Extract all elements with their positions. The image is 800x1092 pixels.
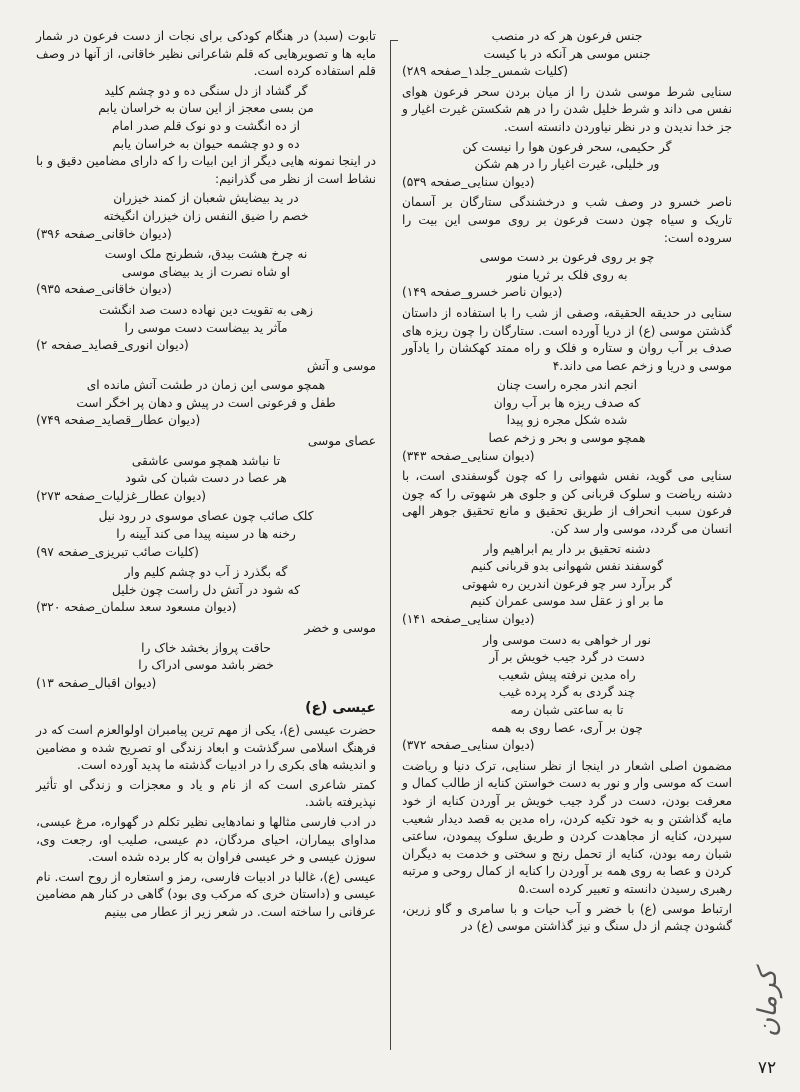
paragraph: در اینجا نمونه هایی دیگر از این ابیات را که دارای مضامین دقیق و با نشاط است از نظر می گذرانیم: bbox=[36, 154, 376, 186]
verse-line: هر عصا در دست شبان کی شود bbox=[125, 471, 287, 486]
verse-line: انجم اندر مجره راست چنان bbox=[496, 378, 638, 393]
verse-line: زهی به تقویت دین نهاده دست صد انگشت bbox=[98, 302, 314, 317]
paragraph: سنایی در حدیقه الحقیقه، وصفی از شب را با استفاده از داستان گذشتن موسی (ع) از دریا آورده است. ستارگان را چون ریزه های صدف بر آب روان و ستاره و فلک و راه ممتد کهکشان را یادآور موسی و دریا و زخم عصا می داند.۴ bbox=[402, 305, 732, 373]
verse-line: ده و دو چشمه حیوان به خراسان یابم bbox=[112, 136, 300, 151]
source-citation: (دیوان اقبال_صفحه ۱۳) bbox=[36, 675, 157, 690]
verse-line: ما بر او ز عقل سد موسی عمران کنیم bbox=[470, 594, 664, 609]
paragraph: در ادب فارسی مثالها و نمادهایی نظیر تکلم در گهواره، مرغ عیسی، مداوای بیماران، احیای مردگان، دم عیسی، صلیب او، رجعت وی، سوزن عیسی و خر عیسی فراوان به کار برده شده است. bbox=[36, 814, 376, 865]
section-heading: عیسی (ع) bbox=[305, 700, 376, 717]
source-citation: (دیوان انوری_قصاید_صفحه ۲) bbox=[36, 338, 189, 353]
verse-line: گه بگذرد ز آب دو چشم کلیم وار bbox=[124, 565, 288, 580]
source-citation: (دیوان سنایی_صفحه ۳۴۳) bbox=[402, 448, 535, 463]
verse-line: نه چرخ هشت بیدق، شطرنج ملک اوست bbox=[104, 247, 308, 262]
verse-line: گر گشاد از دل سنگی ده و دو چشم کلید bbox=[104, 83, 308, 98]
verse-line: تا به ساعتی شبان رمه bbox=[510, 702, 624, 717]
verse-line: چند گردی به گرد پرده غیب bbox=[498, 685, 636, 700]
verse-line: که صدف ریزه ها بر آب روان bbox=[493, 395, 641, 410]
verse-line: از ده انگشت و دو نوک قلم صدر امام bbox=[112, 118, 300, 133]
verse-line: همچو موسی و بحر و زخم عصا bbox=[488, 431, 646, 446]
verse-line: مآثر ید بیضاست دست موسی را bbox=[124, 320, 288, 335]
verse-line: دست در گرد جیب خویش بر آر bbox=[489, 650, 645, 665]
column-rule-cap bbox=[390, 40, 398, 41]
verse-line: رخنه ها در سینه پیدا می کند آیینه را bbox=[116, 527, 296, 542]
verse-line: جنس فرعون هر که در منصب bbox=[491, 29, 643, 43]
kerman-logo: کرمان bbox=[753, 969, 783, 1037]
source-citation: (دیوان سنایی_صفحه ۳۷۲) bbox=[402, 738, 535, 753]
source-citation: (دیوان سنایی_صفحه ۱۴۱) bbox=[402, 612, 535, 626]
column-divider bbox=[390, 40, 391, 1050]
verse-line: خصم را ضیق النفس زان خیزران انگیخته bbox=[103, 208, 309, 223]
source-citation: (دیوان خاقانی_صفحه ۹۳۵) bbox=[36, 282, 172, 297]
source-citation: (دیوان عطار_قصاید_صفحه ۷۴۹) bbox=[36, 413, 201, 428]
verse-line: به روی فلک بر ثریا منور bbox=[506, 267, 628, 282]
verse-line: کلک صائب چون عصای موسوی در رود نیل bbox=[98, 509, 314, 524]
source-citation: (دیوان خاقانی_صفحه ۳۹۶) bbox=[36, 226, 172, 241]
verse-line: طفل و فرعونی است در پیش و دهان پر اخگر است bbox=[76, 395, 336, 410]
verse-line: او شاه نصرت از ید بیضای موسی bbox=[121, 264, 291, 279]
source-citation: (دیوان سنایی_صفحه ۵۳۹) bbox=[402, 174, 535, 189]
paragraph: مضمون اصلی اشعار در اینجا از نظر سنایی، ترک دنیا و ریاضت است که موسی وار و نور به دست خواستن کنایه از طالب کمال و معرفت بودن، دست در گرد جیب خویش بر آوردن کنایه از خود مایه گذاشتن و به خود تکیه کردن، راه مدین به قصد دیدار شعیب سپردن، کنایه از مجاهدت کردن و طریق سلوک پیمودن، ساعتی شبان رمه بودن، کنایه از تحمل رنج و سختی و خدمت به دیگران کردن و عصا به روی همه بر آوردن را کنایه از کمال روحی و مرتبه رهبری رسیدن دانسته و تعبیر کرده است.۵ bbox=[402, 758, 732, 896]
paragraph: تابوت (سبد) در هنگام کودکی برای نجات از دست فرعون در شمار مایه ها و تصویرهایی که قلم شاعرانی نظیر خاقانی، از آنها در وصف قلم استفاده کرده است. bbox=[36, 29, 376, 79]
paragraph: عصای موسی bbox=[307, 434, 376, 449]
paragraph: موسی و آتش bbox=[306, 358, 376, 373]
paragraph: عیسی (ع)، غالبا در ادبیات فارسی، رمز و استعاره از روح است. نام عیسی و (داستان خری که مرکب وی بود) گاهی در کنار هم مضامین عرفانی را ساخته است. در شعر زیر از عطار می بینیم bbox=[36, 869, 376, 919]
verse-line: شده شکل مجره زو پیدا bbox=[506, 413, 628, 428]
verse-line: همچو موسی این زمان در طشت آتش مانده ای bbox=[86, 378, 326, 393]
verse-line: نور ار خواهی به دست موسی وار bbox=[483, 632, 651, 647]
verse-line: که شود در آتش دل راست چون خلیل bbox=[111, 582, 300, 597]
verse-line: حاقت پرواز بخشد خاک را bbox=[141, 640, 271, 655]
paragraph: ارتباط موسی (ع) با خضر و آب حیات و با سامری و گاو زرین، گشودن چشم از دل سنگ و نیز گذاشتن موسی (ع) در bbox=[402, 901, 732, 934]
paragraph: کمتر شاعری است که از نام و یاد و معجزات و زندگی او تأثیر نپذیرفته باشد. bbox=[36, 777, 376, 810]
verse-line: چو بر روی فرعون بر دست موسی bbox=[479, 250, 655, 265]
verse-line: راه مدین نرفته پیش شعیب bbox=[498, 667, 636, 682]
paragraph: حضرت عیسی (ع)، یکی از مهم ترین پیامبران اولوالعزم است که در فرهنگ اسلامی سرگذشت و ابعاد زندگی او تصریح شده و مضامین و اندیشه های بکری را در ادبیات گذشته ما پدید آورده است. bbox=[35, 722, 376, 773]
source-citation: (دیوان ناصر خسرو_صفحه ۱۴۹) bbox=[402, 285, 563, 300]
paragraph: سنایی شرط موسی شدن را از میان بردن سحر فرعون هوای نفس می داند و شرط خلیل شدن را در هم شکستن غیرت اغیار و جز خدا ندیدن و در نظر نیاوردن دانسته است. bbox=[402, 84, 732, 134]
source-citation: (دیوان مسعود سعد سلمان_صفحه ۳۲۰) bbox=[36, 600, 237, 615]
source-citation: (کلیات شمس_جلد۱_صفحه ۲۸۹) bbox=[402, 64, 569, 79]
verse-line: ور خلیلی، غیرت اغیار را در هم شکن bbox=[474, 157, 660, 172]
page-number: ۷۲ bbox=[757, 1058, 777, 1078]
verse-line: جنس موسی هر آنکه در با کیست bbox=[483, 46, 651, 61]
verse-line: گر برآرد سر چو فرعون اندرین ره شهوتی bbox=[462, 576, 672, 591]
source-citation: (دیوان عطار_غزلیات_صفحه ۲۷۳) bbox=[36, 488, 207, 503]
source-citation: (کلیات صائب تبریزی_صفحه ۹۷) bbox=[36, 544, 199, 559]
verse-line: من بسی معجز از این سان به خراسان یابم bbox=[98, 101, 314, 116]
paragraph: سنایی می گوید، نفس شهوانی را که چون گوسفندی است، با دشنه ریاضت و سلوک قربانی کن و جلوی هر شهوتی را که چون فرعون سبب انحراف از طریق تحقیق و مانع تحقیق جوهر الهی انسان می گردد، موسی وار سد کن. bbox=[402, 469, 732, 537]
verse-line: خضر باشد موسی ادراک را bbox=[138, 658, 274, 673]
right-column bbox=[402, 28, 732, 938]
paragraph: ناصر خسرو در وصف شب و درخشندگی ستارگان بر آسمان تاریک و سیاه چون دست فرعون بر روی موسی این بیت را سروده است: bbox=[402, 195, 732, 245]
verse-line: دشنه تحقیق بر دار یم ابراهیم وار bbox=[483, 541, 651, 556]
verse-line: چون بر آری، عصا روی به همه bbox=[491, 720, 643, 735]
verse-line: تا نباشد همچو موسی عاشقی bbox=[131, 453, 281, 468]
paragraph: موسی و خضر bbox=[304, 621, 376, 635]
verse-line: در ید بیضایش شعبان از کمند خیزران bbox=[113, 191, 299, 206]
left-column bbox=[36, 28, 376, 924]
verse-line: گر حکیمی، سحر فرعون هوا را نیست کن bbox=[462, 139, 672, 154]
verse-line: گوسفند نفس شهوانی بدو قربانی کنیم bbox=[470, 559, 664, 574]
